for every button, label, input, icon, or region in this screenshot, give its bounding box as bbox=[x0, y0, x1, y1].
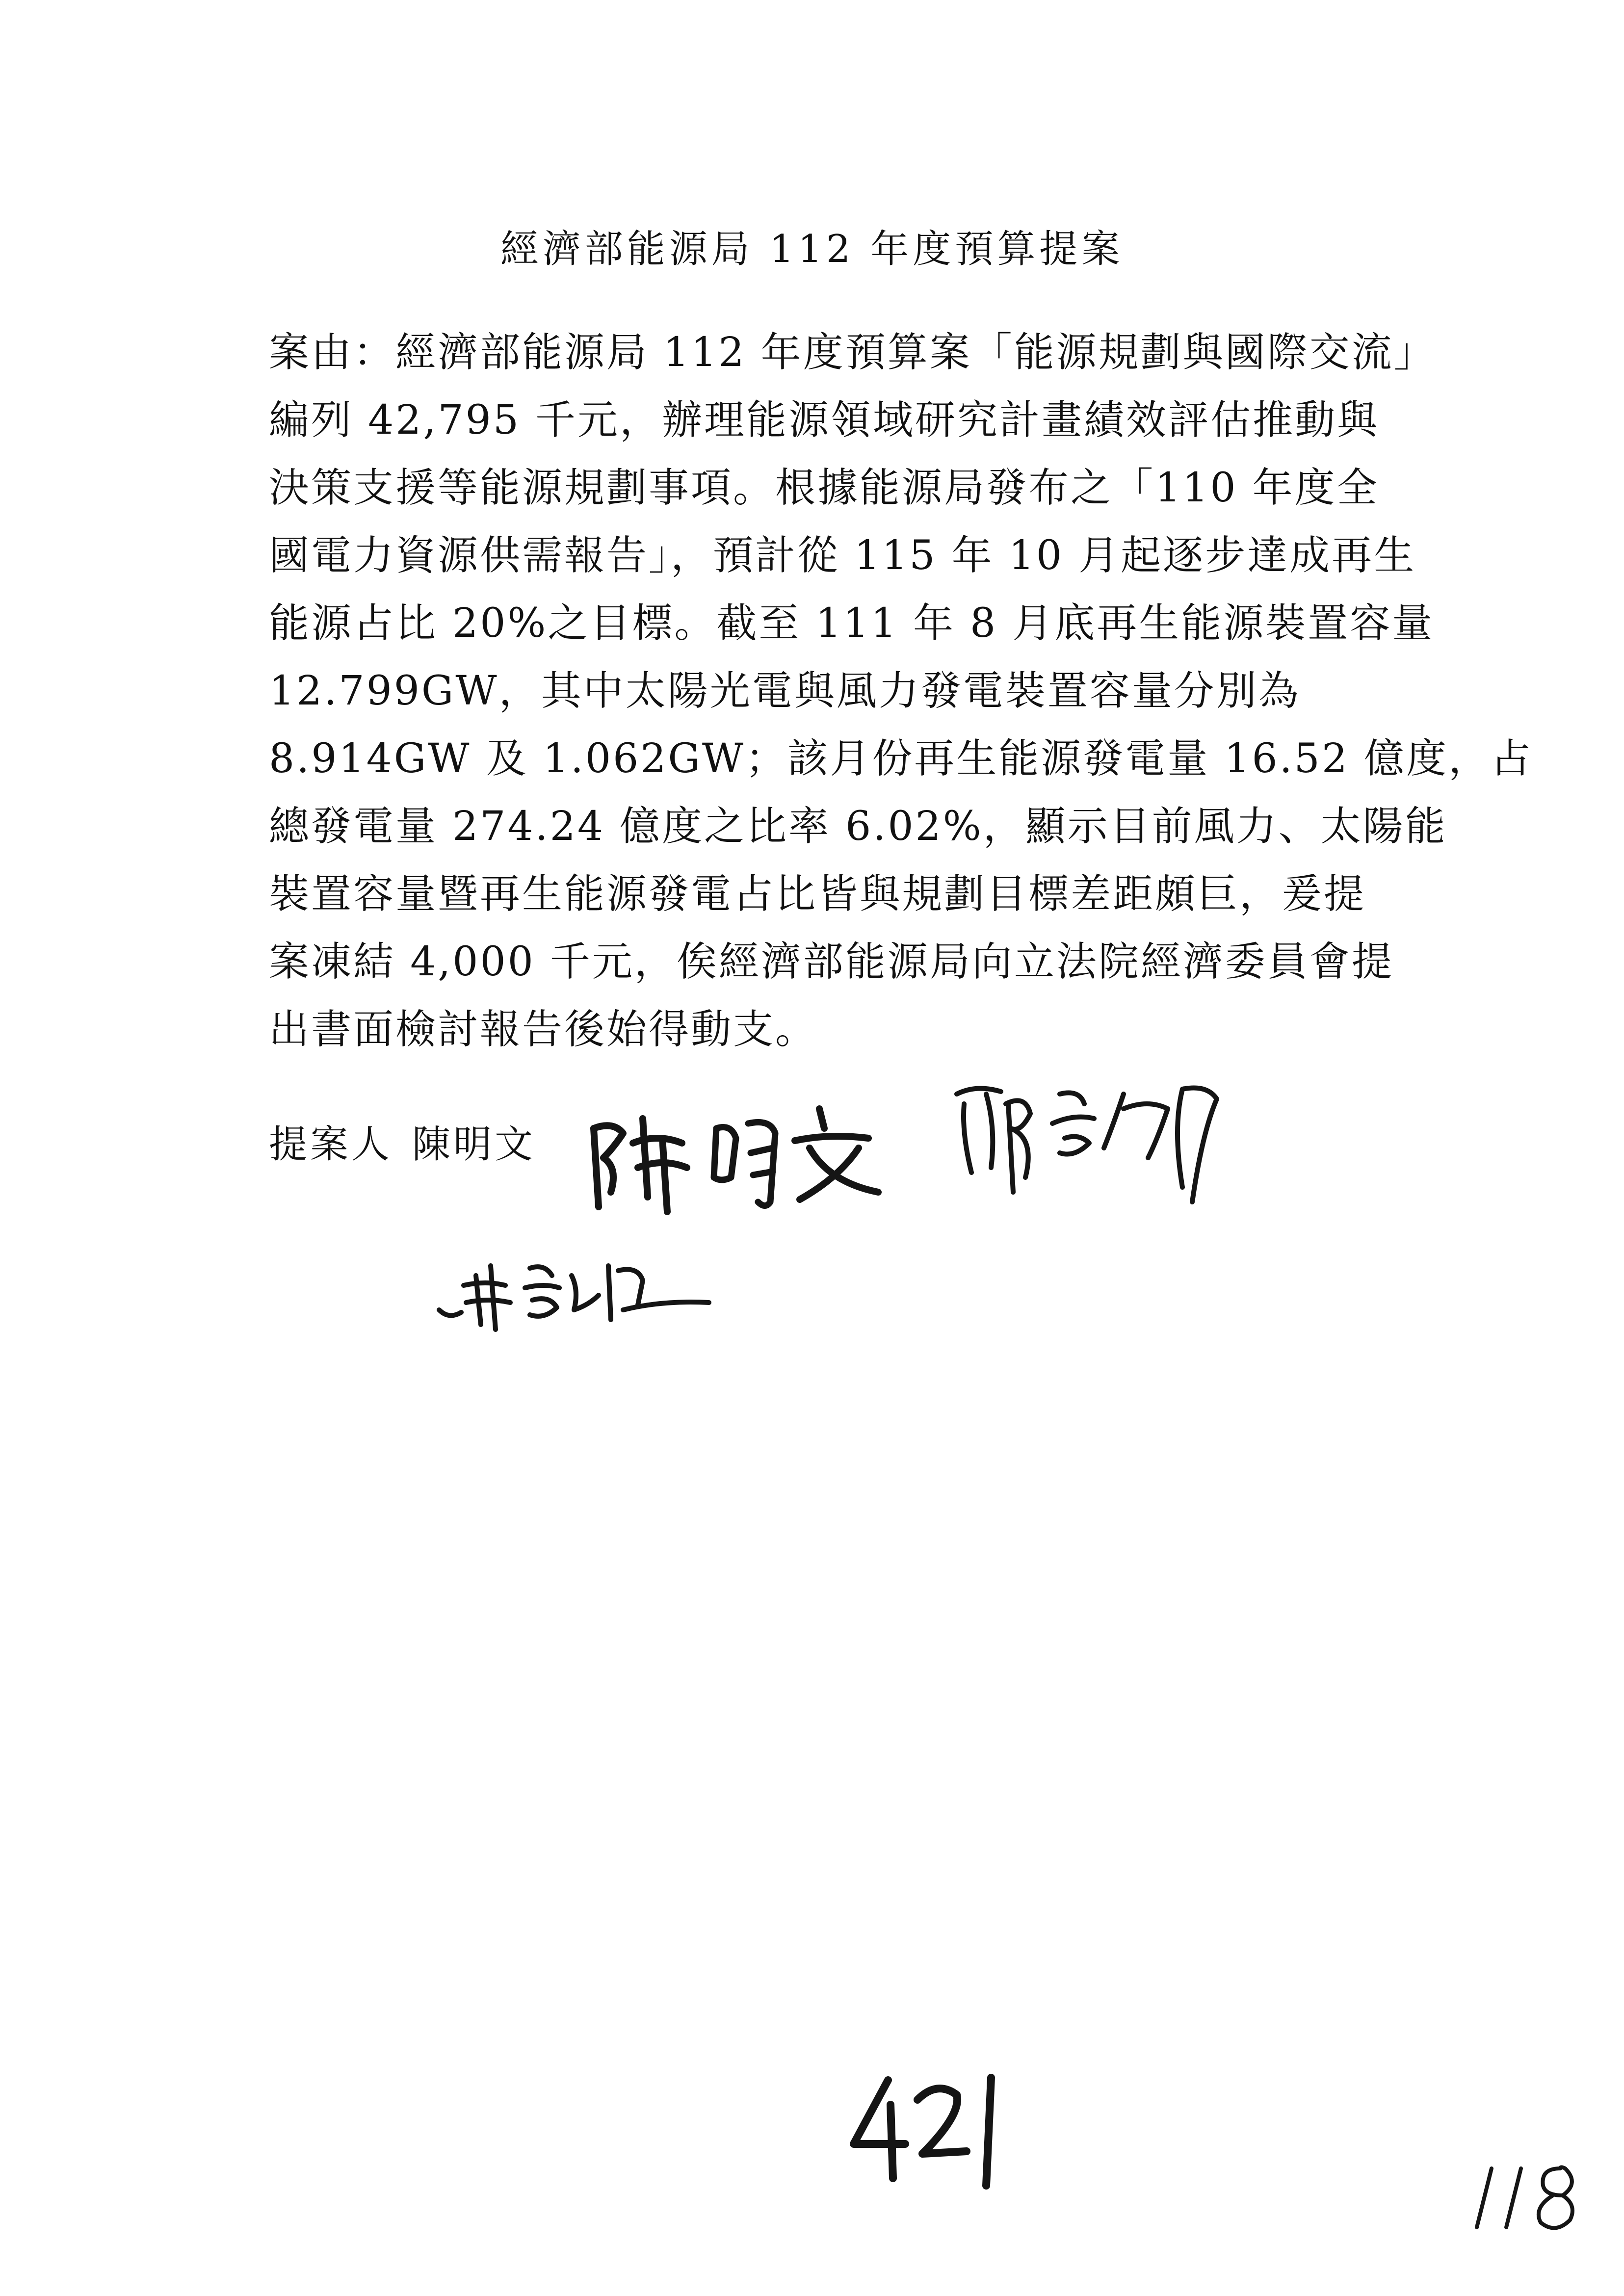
handwritten-signature-2 bbox=[952, 1074, 1227, 1231]
body-line: 案凍結 4,000 千元，俟經濟部能源局向立法院經濟委員會提 bbox=[269, 939, 1394, 985]
proposer-line bbox=[269, 1114, 536, 1169]
body-line: 8.914GW 及 1.062GW；該月份再生能源發電量 16.52 億度，占 bbox=[269, 735, 1533, 782]
body-line: 12.799GW，其中太陽光電與風力發電裝置容量分別為 bbox=[269, 668, 1301, 714]
body-line: 出書面檢討報告後始得動支。 bbox=[269, 1006, 818, 1053]
body-line: 編列 42,795 千元，辦理能源領域研究計畫績效評估推動與 bbox=[269, 397, 1380, 444]
proposer-label: 提案人 bbox=[269, 1122, 393, 1167]
body-line: 總發電量 274.24 億度之比率 6.02%，顯示目前風力、太陽能 bbox=[269, 803, 1447, 850]
body-line: 案由：經濟部能源局 112 年度預算案「能源規劃與國際交流」 bbox=[269, 329, 1436, 376]
proposer-name: 陳明文 bbox=[412, 1122, 536, 1167]
body-line: 國電力資源供需報告」，預計從 115 年 10 月起逐步達成再生 bbox=[269, 532, 1416, 579]
document-title: 經濟部能源局 112 年度預算提案 bbox=[500, 227, 1124, 271]
body-line: 能源占比 20%之目標。截至 111 年 8 月底再生能源裝置容量 bbox=[269, 600, 1435, 647]
body-line: 決策支援等能源規劃事項。根據能源局發布之「110 年度全 bbox=[269, 465, 1379, 511]
handwritten-page-number bbox=[844, 2065, 1021, 2193]
body-line: 裝置容量暨再生能源發電占比皆與規劃目標差距頗巨，爰提 bbox=[269, 871, 1366, 917]
proposal-body bbox=[269, 319, 1533, 1064]
handwritten-signature-3 bbox=[432, 1246, 716, 1334]
handwritten-sheet-number bbox=[1467, 2154, 1595, 2237]
handwritten-signature-1 bbox=[584, 1094, 908, 1217]
